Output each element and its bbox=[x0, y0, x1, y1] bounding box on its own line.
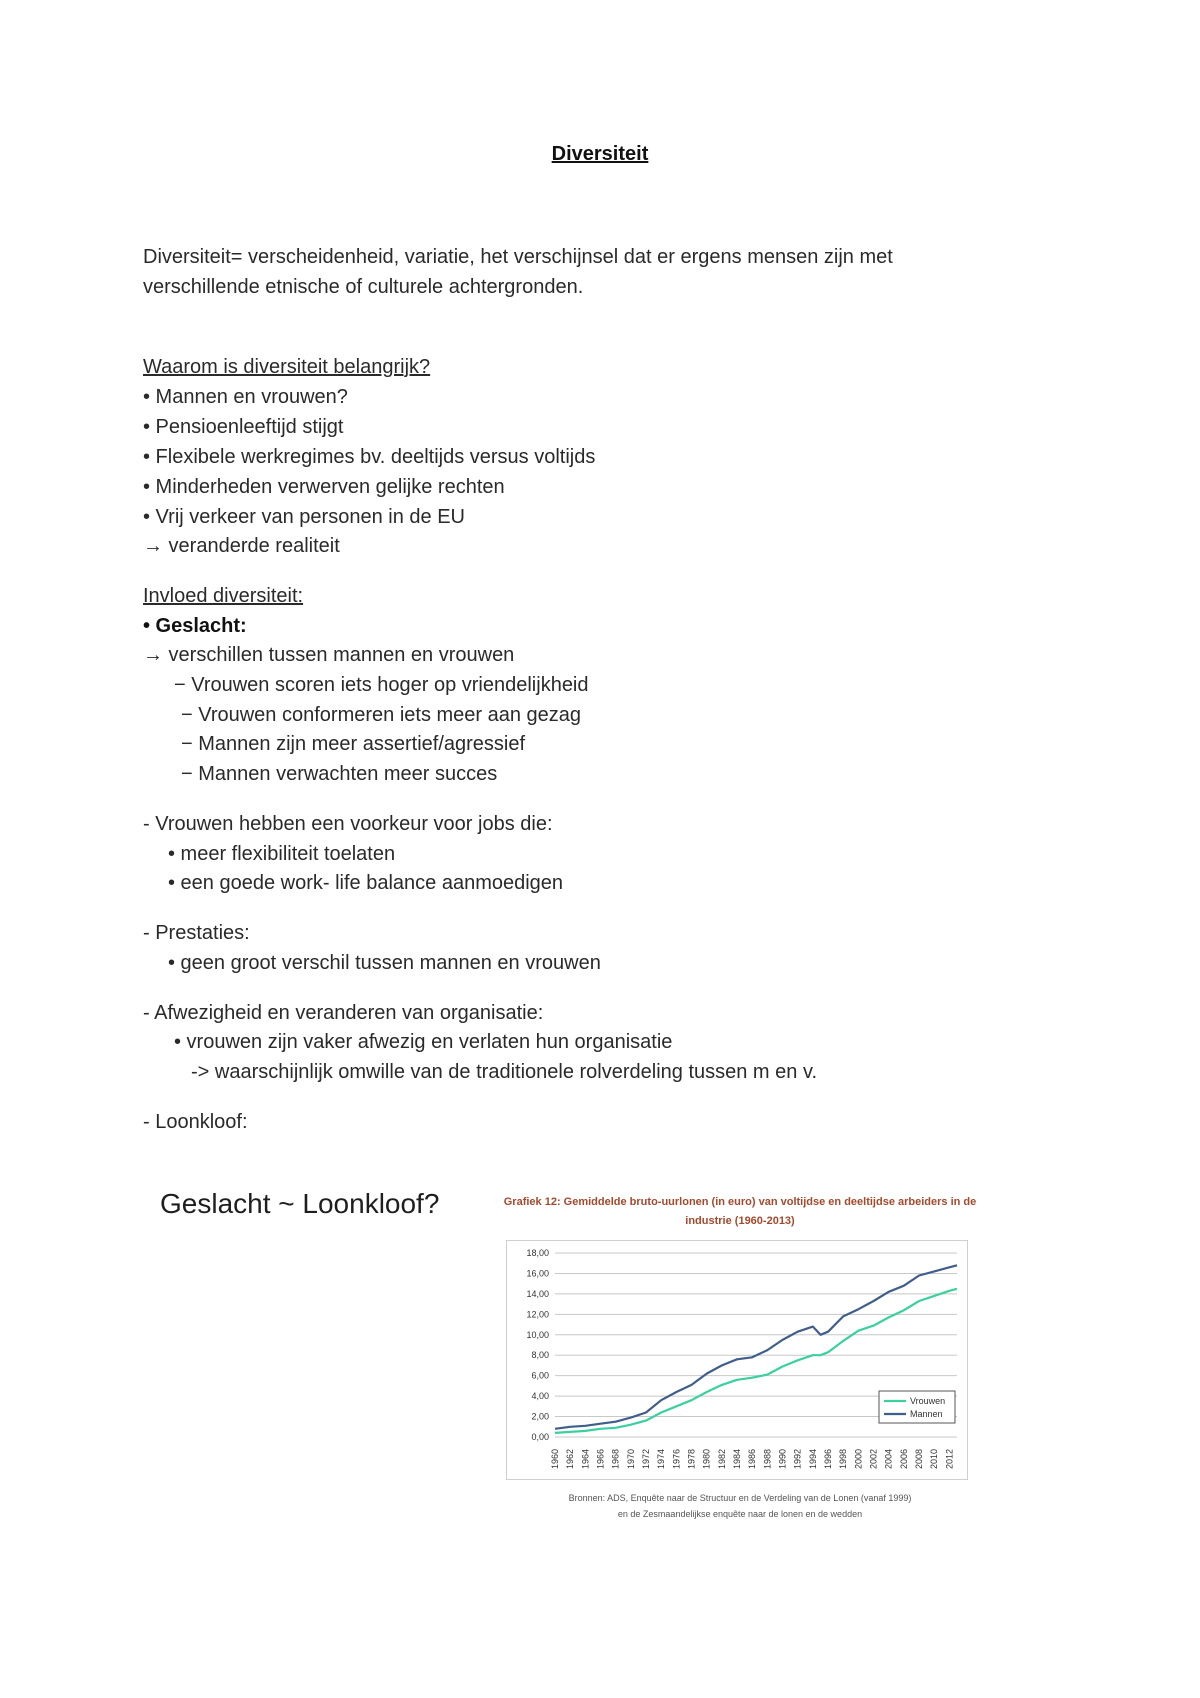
gender-difference: − Vrouwen scoren iets hoger op vriendelijkheid bbox=[174, 674, 589, 696]
y-tick-label: 2,00 bbox=[531, 1411, 549, 1422]
y-tick-label: 16,00 bbox=[526, 1268, 549, 1279]
performance-item: • geen groot verschil tussen mannen en vrouwen bbox=[168, 952, 601, 974]
x-tick-label: 1976 bbox=[671, 1448, 682, 1469]
y-tick-label: 4,00 bbox=[531, 1391, 549, 1402]
chart-frame bbox=[506, 1240, 968, 1480]
x-tick-label: 1994 bbox=[807, 1448, 818, 1469]
x-tick-label: 2008 bbox=[914, 1448, 925, 1469]
chart-source-line: Bronnen: ADS, Enquête naar de Structuur en de Verdeling van de Lonen (vanaf 1999) bbox=[568, 1493, 912, 1503]
definition-line-1: Diversiteit= verscheidenheid, variatie, het verschijnsel dat er ergens mensen zijn met bbox=[143, 246, 893, 268]
x-tick-label: 1966 bbox=[595, 1448, 606, 1469]
x-tick-label: 1960 bbox=[550, 1448, 560, 1469]
y-tick-label: 6,00 bbox=[531, 1370, 549, 1381]
line-chart bbox=[507, 1241, 967, 1479]
absence-intro: - Afwezigheid en veranderen van organisatie: bbox=[143, 1002, 544, 1024]
x-tick-label: 2000 bbox=[853, 1448, 864, 1469]
y-tick-label: 8,00 bbox=[531, 1350, 549, 1361]
y-tick-label: 0,00 bbox=[531, 1432, 549, 1442]
jobs-item: • een goede work- life balance aanmoedigen bbox=[168, 872, 564, 894]
chart-caption bbox=[480, 1193, 1000, 1231]
x-tick-label: 1968 bbox=[610, 1448, 621, 1469]
x-tick-label: 1996 bbox=[823, 1448, 834, 1469]
chart-caption-line: Grafiek 12: Gemiddelde bruto-uurlonen (in euro) van voltijdse en deeltijdse arbeiders in de bbox=[503, 1196, 977, 1208]
chart-source-line: en de Zesmaandelijkse enquête naar de lonen en de wedden bbox=[617, 1509, 863, 1519]
why-item: • Mannen en vrouwen? bbox=[143, 386, 348, 408]
why-item: • Pensioenleeftijd stijgt bbox=[143, 416, 344, 438]
x-tick-label: 1974 bbox=[656, 1448, 667, 1469]
pay-gap-intro: - Loonkloof: bbox=[143, 1111, 248, 1133]
chart-source bbox=[480, 1490, 1000, 1522]
x-tick-label: 1984 bbox=[732, 1448, 743, 1469]
x-tick-label: 1972 bbox=[641, 1448, 652, 1469]
x-tick-label: 2012 bbox=[944, 1448, 955, 1469]
absence-reason: -> waarschijnlijk omwille van de traditionele rolverdeling tussen m en v. bbox=[191, 1061, 818, 1083]
chart-caption-line: industrie (1960-2013) bbox=[685, 1215, 795, 1227]
x-tick-label: 1964 bbox=[580, 1448, 591, 1469]
page-title: Diversiteit bbox=[551, 143, 649, 165]
x-tick-label: 1990 bbox=[777, 1448, 788, 1469]
absence-item: • vrouwen zijn vaker afwezig en verlaten hun organisatie bbox=[174, 1031, 673, 1053]
gender-label: • Geslacht: bbox=[143, 615, 247, 637]
jobs-intro: - Vrouwen hebben een voorkeur voor jobs die: bbox=[143, 813, 553, 835]
legend-label: Mannen bbox=[910, 1409, 943, 1419]
definition-line-2: verschillende etnische of culturele achtergronden. bbox=[143, 276, 584, 298]
y-tick-label: 18,00 bbox=[526, 1248, 549, 1258]
x-tick-label: 1988 bbox=[762, 1448, 773, 1469]
x-tick-label: 1998 bbox=[838, 1448, 849, 1469]
x-tick-label: 1962 bbox=[565, 1448, 576, 1469]
why-item: • Vrij verkeer van personen in de EU bbox=[143, 506, 465, 528]
x-tick-label: 1982 bbox=[716, 1448, 727, 1469]
performance-intro: - Prestaties: bbox=[143, 922, 250, 944]
gender-difference: − Vrouwen conformeren iets meer aan gezag bbox=[181, 704, 582, 726]
x-tick-label: 1970 bbox=[625, 1448, 636, 1469]
why-heading: Waarom is diversiteit belangrijk? bbox=[143, 356, 431, 378]
x-tick-label: 1978 bbox=[686, 1448, 697, 1469]
gender-difference: − Mannen verwachten meer succes bbox=[181, 763, 498, 785]
x-tick-label: 2010 bbox=[929, 1448, 940, 1469]
x-tick-label: 1986 bbox=[747, 1448, 758, 1469]
why-item: • Minderheden verwerven gelijke rechten bbox=[143, 476, 505, 498]
slide-title: Geslacht ~ Loonkloof? bbox=[160, 1188, 440, 1219]
gender-difference: − Mannen zijn meer assertief/agressief bbox=[181, 733, 526, 755]
why-conclusion: → veranderde realiteit bbox=[143, 535, 340, 557]
x-tick-label: 1980 bbox=[701, 1448, 712, 1469]
x-tick-label: 2002 bbox=[868, 1448, 879, 1469]
x-tick-label: 2004 bbox=[883, 1448, 894, 1469]
y-tick-label: 10,00 bbox=[526, 1329, 549, 1340]
legend-label: Vrouwen bbox=[910, 1396, 946, 1406]
y-tick-label: 12,00 bbox=[526, 1309, 549, 1320]
y-tick-label: 14,00 bbox=[526, 1288, 549, 1299]
jobs-item: • meer flexibiliteit toelaten bbox=[168, 843, 396, 865]
why-item: • Flexibele werkregimes bv. deeltijds versus voltijds bbox=[143, 446, 596, 468]
x-tick-label: 1992 bbox=[792, 1448, 803, 1469]
influence-heading: Invloed diversiteit: bbox=[143, 585, 304, 607]
gender-intro: → verschillen tussen mannen en vrouwen bbox=[143, 644, 515, 666]
x-tick-label: 2006 bbox=[898, 1448, 909, 1469]
